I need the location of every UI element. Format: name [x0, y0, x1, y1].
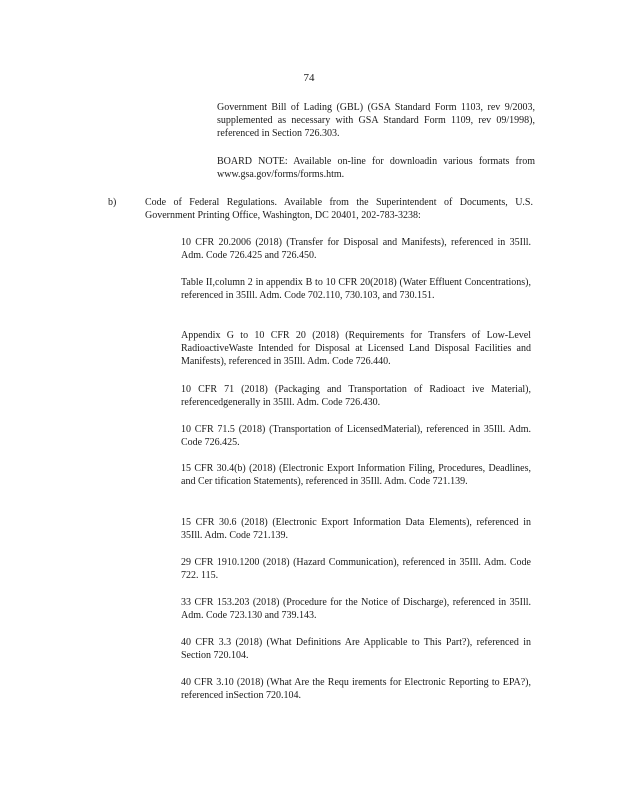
cfr-entry: 10 CFR 71.5 (2018) (Transportation of LicensedMaterial), referenced in 35Ill. Adm. Code 726.425.: [181, 424, 531, 449]
cfr-entry: 40 CFR 3.10 (2018) (What Are the Requ irements for Electronic Reporting to EPA?), referenced inSection 720.104.: [181, 677, 531, 702]
cfr-entry: 10 CFR 20.2006 (2018) (Transfer for Disposal and Manifests), referenced in 35Ill. Adm. Code 726.425 and 726.450.: [181, 237, 531, 262]
cfr-entry: Table II,column 2 in appendix B to 10 CFR 20(2018) (Water Effluent Concentrations), referenced in 35Ill. Adm. Code 702.110, 730.103, and 730.151.: [181, 277, 531, 302]
cfr-entry: 33 CFR 153.203 (2018) (Procedure for the Notice of Discharge), referenced in 35Ill. Adm. Code 723.130 and 739.143.: [181, 597, 531, 622]
section-heading: Code of Federal Regulations. Available from the Superintendent of Documents, U.S. Government Printing Office, Washington, DC 20401, 202-783-3238:: [145, 197, 533, 222]
cfr-entry: Appendix G to 10 CFR 20 (2018) (Requirements for Transfers of Low-Level RadioactiveWaste Intended for Disposal at Licensed Land Disposal Facilities and Manifests), referenced in 35Ill. Adm. Code 726.440.: [181, 330, 531, 368]
board-note-paragraph: BOARD NOTE: Available on-line for downloadin various formats from www.gsa.gov/forms/forms.htm.: [217, 156, 535, 181]
cfr-entry: 40 CFR 3.3 (2018) (What Definitions Are Applicable to This Part?), referenced in Section 720.104.: [181, 637, 531, 662]
gbl-reference-paragraph: Government Bill of Lading (GBL) (GSA Standard Form 1103, rev 9/2003, supplemented as necessary with GSA Standard Form 1109, rev 09/1998), referenced in Section 726.303.: [217, 102, 535, 140]
cfr-entry: 29 CFR 1910.1200 (2018) (Hazard Communication), referenced in 35Ill. Adm. Code 722. 115.: [181, 557, 531, 582]
cfr-entry: 15 CFR 30.6 (2018) (Electronic Export Information Data Elements), referenced in 35Ill. Adm. Code 721.139.: [181, 517, 531, 542]
cfr-entry: 10 CFR 71 (2018) (Packaging and Transportation of Radioact ive Material), referencedgenerally in 35Ill. Adm. Code 726.430.: [181, 384, 531, 409]
section-label: b): [108, 197, 117, 208]
cfr-entry: 15 CFR 30.4(b) (2018) (Electronic Export Information Filing, Procedures, Deadlines, and Cer tification Statements), referenced in 35Ill. Adm. Code 721.139.: [181, 463, 531, 488]
page-number: 74: [303, 72, 315, 84]
